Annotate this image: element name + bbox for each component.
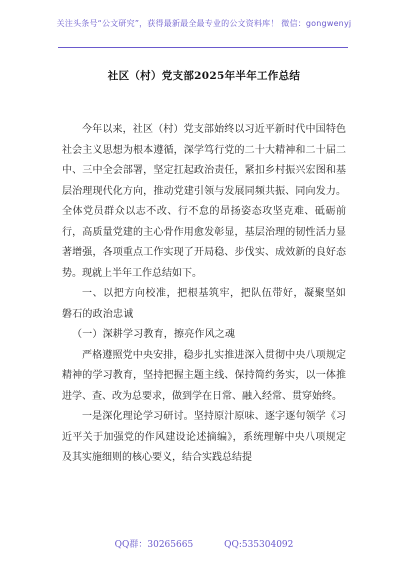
footer-qq-group: QQ群：30265665	[114, 540, 194, 550]
intro-paragraph: 今年以来，社区（村）党支部始终以习近平新时代中国特色社会主义思想为根本遵循，深学笃行党的二十大精神和二十届二中、三中全会部署，坚定扛起政治责任，紧扣乡村振兴宏图和基层治理现代化方向，推动党建引领与发展同频共振、同向发力。全体党员群众以志不改、行不怠的昂扬姿态攻坚克难、砥砺前行，高质量党建的主心骨作用愈发彰显，基层治理的韧性活力显著增强，各项重点工作实现了开局稳、步伐实、成效新的良好态势。现就上半年工作总结如下。	[62, 124, 346, 279]
footer-contact	[0, 537, 408, 550]
body-paragraph: 严格遵照党中央安排，稳步扎实推进深入贯彻中央八项规定精神的学习教育，坚持把握主题主线、保持简约务实，以一体推进学、查、改为总要求，做到学在日常、融入经常、贯穿始终。	[62, 349, 346, 402]
document-title: 社区（村）党支部2025年半年工作总结	[107, 70, 301, 82]
body-paragraph: 一是深化理论学习研讨。坚持原汁原味、逐字逐句领学《习近平关于加强党的作风建设论述摘编》，系统理解中央八项规定及其实施细则的核心要义，结合实践总结提	[62, 411, 346, 463]
section-heading: 一、以把方向校准，把根基筑牢，把队伍带好，凝聚坚如磐石的政治忠诚	[62, 288, 346, 320]
footer-qq: QQ:535304092	[224, 540, 294, 550]
subsection-heading: （一）深耕学习教育，擦亮作风之魂	[72, 329, 236, 340]
header-divider	[58, 47, 348, 48]
document-body	[62, 120, 346, 469]
header-banner: 关注头条号“公文研究”，获得最新最全最专业的公文资料库！ 微信：gongwenyj	[56, 19, 352, 28]
